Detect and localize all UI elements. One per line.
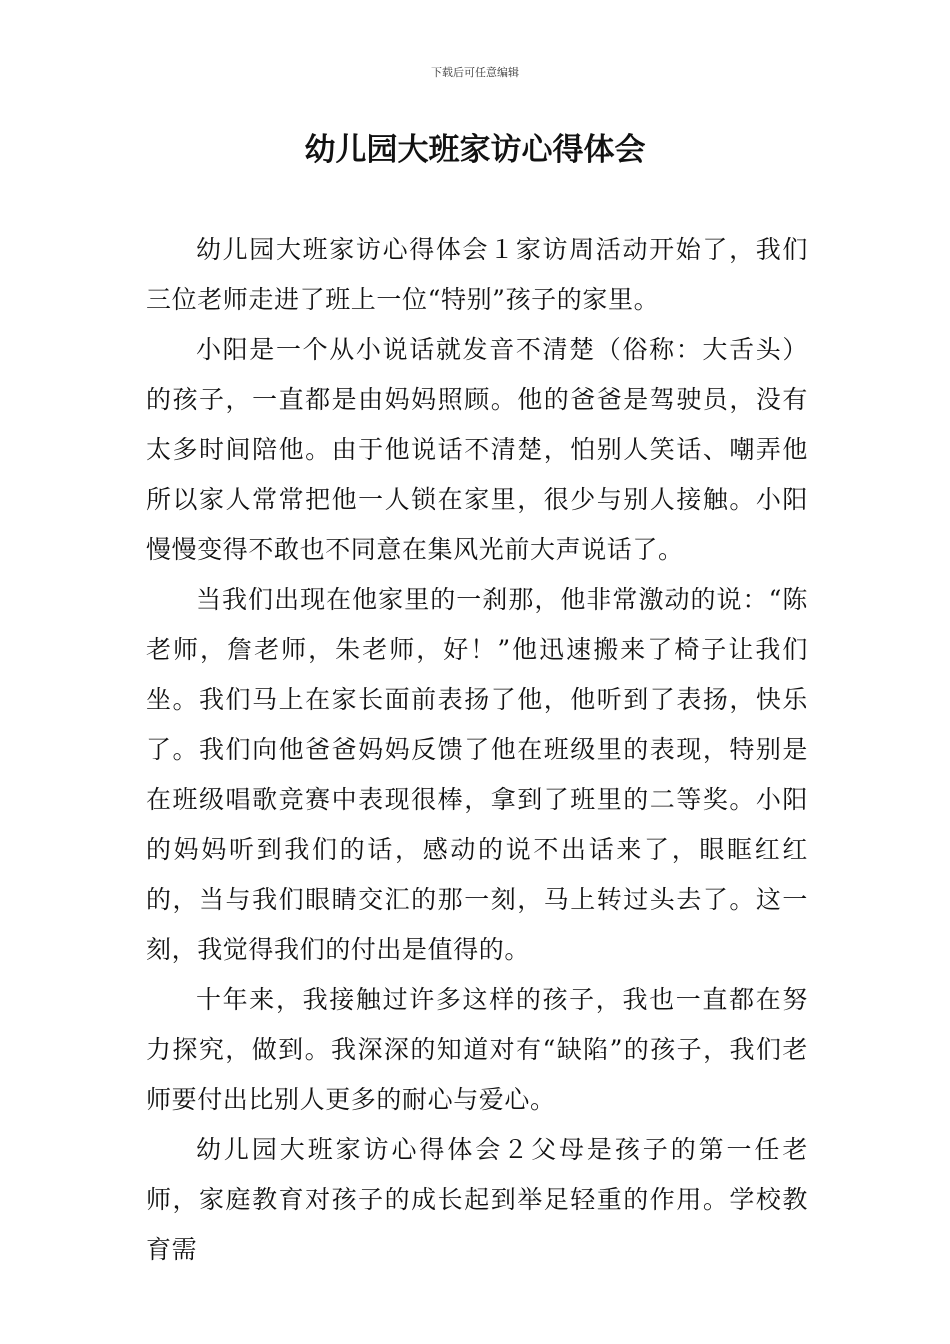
paragraph: 小阳是一个从小说话就发音不清楚（俗称：大舌头）的孩子，一直都是由妈妈照顾。他的爸爸是驾驶员，没有太多时间陪他。由于他说话不清楚，怕别人笑话、嘲弄他所以家人常常把他一人锁在家里，很少与别人接触。小阳慢慢变得不敢也不同意在集风光前大声说话了。: [146, 335, 808, 564]
paragraph: 十年来，我接触过许多这样的孩子，我也一直都在努力探究，做到。我深深的知道对有“缺陷”的孩子，我们老师要付出比别人更多的耐心与爱心。: [146, 985, 808, 1114]
document-title: 幼儿园大班家访心得体会: [304, 132, 646, 168]
paragraph: 幼儿园大班家访心得体会１家访周活动开始了，我们三位老师走进了班上一位“特别”孩子的家里。: [146, 235, 808, 314]
paragraph: 幼儿园大班家访心得体会２父母是孩子的第一任老师，家庭教育对孩子的成长起到举足轻重的作用。学校教育需: [146, 1135, 808, 1264]
paragraph: 当我们出现在他家里的一刹那，他非常激动的说：“陈老师，詹老师，朱老师，好！”他迅速搬来了椅子让我们坐。我们马上在家长面前表扬了他，他听到了表扬，快乐了。我们向他爸爸妈妈反馈了他在班级里的表现，特别是在班级唱歌竞赛中表现很棒，拿到了班里的二等奖。小阳的妈妈听到我们的话，感动的说不出话来了，眼眶红红的，当与我们眼睛交汇的那一刻，马上转过头去了。这一刻，我觉得我们的付出是值得的。: [146, 585, 808, 964]
header-note: 下载后可任意编辑: [431, 66, 519, 79]
document-body: [146, 225, 808, 1275]
